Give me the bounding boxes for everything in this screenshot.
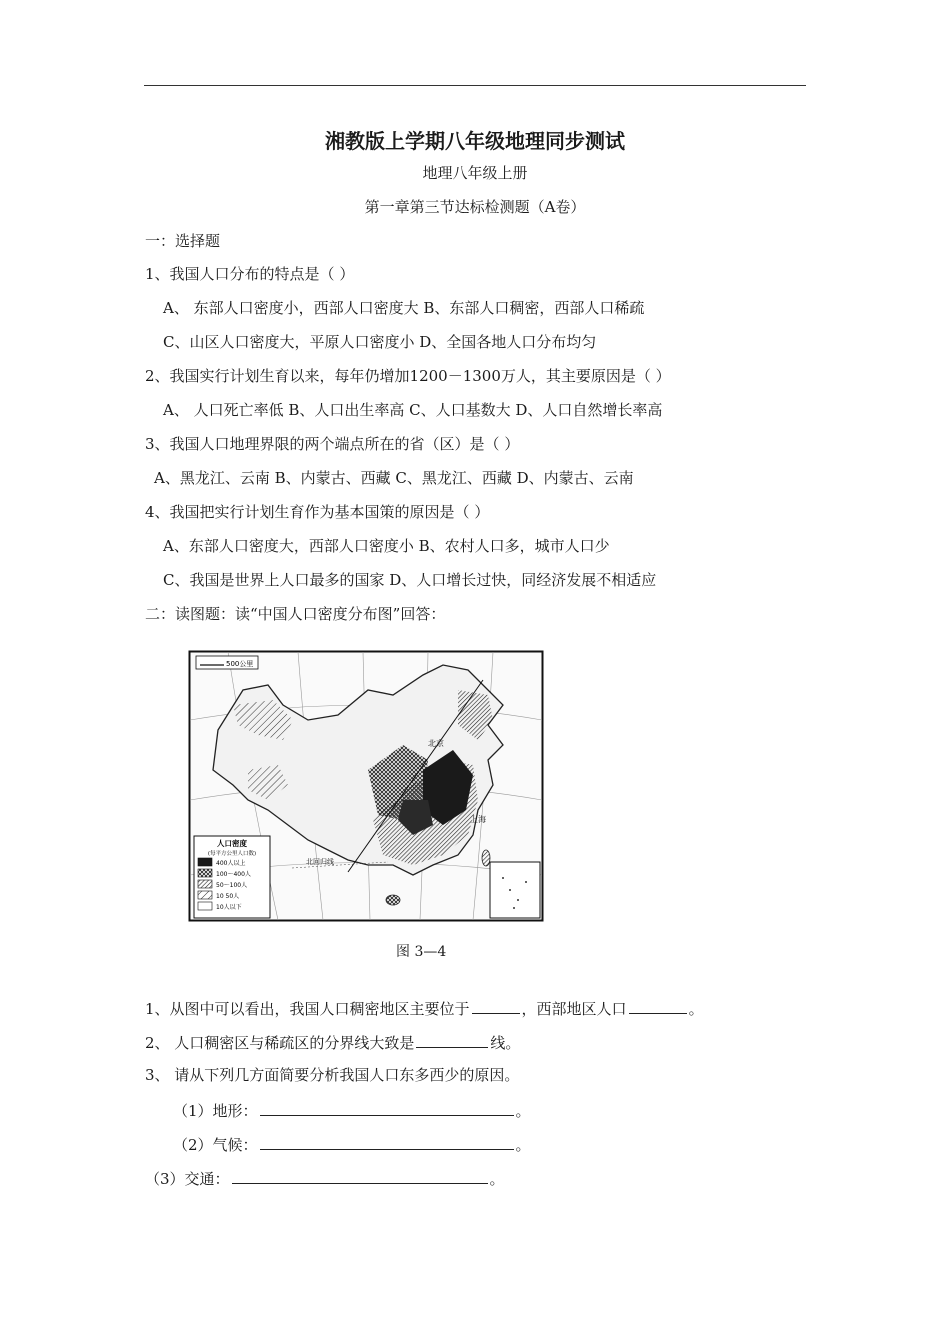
question-1-options-ab: A、 东部人口密度小，西部人口密度大 B、东部人口稠密，西部人口稀疏 [163,299,645,317]
question-4-options-cd: C、我国是世界上人口最多的国家 D、人口增长过快，同经济发展不相适应 [163,571,657,589]
legend-item: 50～100人 [216,882,248,889]
sub-question-transport [145,1167,505,1189]
terrain-blank[interactable] [260,1099,514,1116]
legend-subtitle: (每平方公里人口数) [207,851,257,857]
legend-item: 10人以下 [216,904,242,911]
transport-label: （3）交通： [145,1170,230,1188]
part2-heading: 二：读图题：读“中国人口密度分布图”回答： [145,605,446,623]
map-label-shanghai: 上海 [470,815,486,824]
legend-item: 100～400人 [216,871,251,878]
fill-1-text-b: ，西部地区人口 [521,1000,627,1018]
fill-1-blank-a[interactable] [472,997,520,1014]
map-label-tropic: 北回归线 [306,858,334,866]
fill-1-blank-b[interactable] [629,997,687,1014]
terrain-label: （1）地形： [173,1102,258,1120]
climate-blank[interactable] [260,1133,514,1150]
question-3-stem: 3、我国人口地理界限的两个端点所在的省（区）是（ ） [145,435,520,453]
fill-1-text-a: 1、从图中可以看出，我国人口稠密地区主要位于 [145,1000,470,1018]
question-4-stem: 4、我国把实行计划生育作为基本国策的原因是（ ） [145,503,490,521]
transport-blank[interactable] [232,1167,488,1184]
fill-question-2 [145,1031,520,1053]
question-1-stem: 1、我国人口分布的特点是（ ） [145,265,355,283]
transport-end: 。 [489,1170,505,1188]
fill-2-text-a: 2、 人口稠密区与稀疏区的分界线大致是 [145,1034,415,1052]
sub-question-climate [173,1133,531,1155]
legend-title: 人口密度 [217,839,247,848]
population-density-map [188,650,544,922]
climate-label: （2）气候： [173,1136,258,1154]
legend-item: 400人以上 [216,860,246,867]
page-title: 湘教版上学期八年级地理同步测试 [325,129,625,153]
question-1-options-cd: C、山区人口密度大，平原人口密度小 D、全国各地人口分布均匀 [163,333,597,351]
map-label-beijing: 北京 [428,739,444,748]
question-4-options-ab: A、东部人口密度大，西部人口密度小 B、农村人口多，城市人口少 [163,537,610,555]
map-scale: 500公里 [226,660,254,668]
fill-1-text-c: 。 [688,1000,704,1018]
sub-question-terrain [173,1099,531,1121]
fill-question-1 [145,997,704,1019]
fill-question-3: 3、 请从下列几方面简要分析我国人口东多西少的原因。 [145,1066,520,1084]
legend-item: 10 50人 [216,893,240,900]
header-rule [144,85,806,86]
part1-heading: 一：选择题 [145,232,221,250]
question-2-options: A、 人口死亡率低 B、人口出生率高 C、人口基数大 D、人口自然增长率高 [163,401,663,419]
fill-2-blank[interactable] [416,1031,488,1048]
page-subtitle: 地理八年级上册 [422,164,528,182]
section-heading: 第一章第三节达标检测题（A卷） [364,198,586,216]
terrain-end: 。 [515,1102,531,1120]
question-3-options: A、黑龙江、云南 B、内蒙古、西藏 C、黑龙江、西藏 D、内蒙古、云南 [154,469,634,487]
fill-2-text-b: 线。 [490,1034,521,1052]
climate-end: 。 [515,1136,531,1154]
figure-caption: 图 3—4 [396,944,447,960]
question-2-stem: 2、我国实行计划生育以来，每年仍增加1200－1300万人，其主要原因是（ ） [145,367,671,385]
